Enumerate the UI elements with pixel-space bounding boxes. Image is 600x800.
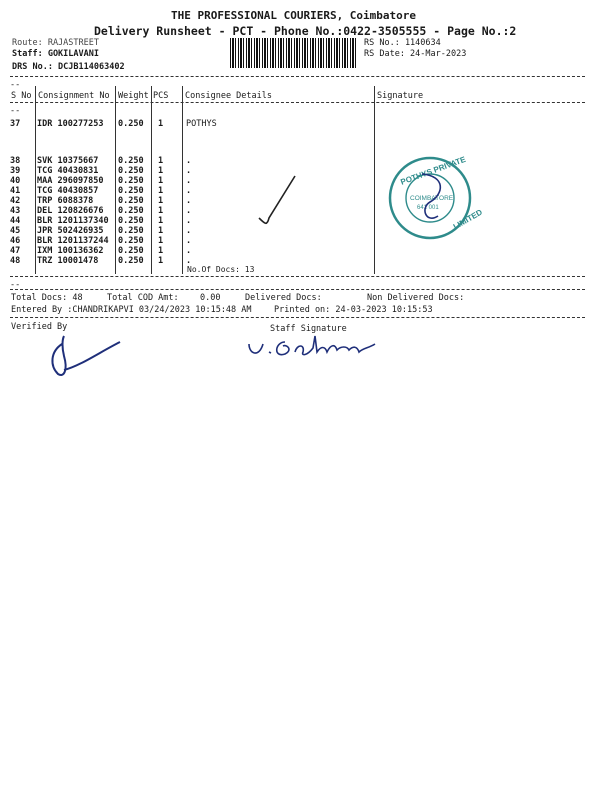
row-weight: 0.250 — [118, 186, 144, 196]
row-consignee: . — [186, 236, 192, 246]
divider — [10, 317, 585, 318]
column-line — [35, 86, 36, 274]
column-header-consignee: Consignee Details — [185, 91, 272, 101]
staff-signature-icon — [243, 330, 393, 370]
no-of-docs: No.Of Docs: 13 — [187, 265, 255, 274]
total-cod-label: Total COD Amt: — [107, 293, 179, 303]
row-consignment: SVK 10375667 — [37, 156, 99, 166]
row-pcs: 1 — [158, 226, 164, 236]
row-pcs: 1 — [158, 156, 164, 166]
row-consignment: TCG 40430831 — [37, 166, 99, 176]
row-sno: 48 — [10, 256, 21, 266]
row-consignment: TRZ 10001478 — [37, 256, 99, 266]
divider — [10, 76, 585, 77]
row-pcs: 1 — [158, 186, 164, 196]
drs-number: DRS No.: DCJB114063402 — [12, 62, 125, 72]
row-consignee: . — [186, 176, 192, 186]
row-sno: 37 — [10, 119, 21, 129]
staff-label: Staff: GOKILAVANI — [12, 49, 99, 59]
row-pcs: 1 — [158, 196, 164, 206]
row-weight: 0.250 — [118, 166, 144, 176]
column-line — [151, 86, 152, 274]
row-sno: 45 — [10, 226, 21, 236]
stamp-ring-bottom-text: LIMITED — [451, 207, 484, 232]
row-weight: 0.250 — [118, 156, 144, 166]
row-consignee: . — [186, 166, 192, 176]
row-consignee: . — [186, 246, 192, 256]
row-consignment: JPR 502426935 — [37, 226, 104, 236]
column-header-pcs: PCS — [153, 91, 169, 101]
row-pcs: 1 — [158, 176, 164, 186]
row-weight: 0.250 — [118, 226, 144, 236]
divider-marks: -- — [10, 106, 21, 116]
staff-signature-label: Staff Signature — [270, 324, 347, 334]
row-consignee: . — [186, 216, 192, 226]
printed-on: Printed on: 24-03-2023 10:15:53 — [274, 305, 433, 315]
row-pcs: 1 — [158, 236, 164, 246]
column-header-sno: S No — [11, 91, 32, 101]
row-sno: 39 — [10, 166, 21, 176]
row-weight: 0.250 — [118, 196, 144, 206]
row-pcs: 1 — [158, 119, 164, 129]
row-pcs: 1 — [158, 206, 164, 216]
column-line — [182, 86, 183, 274]
document-title: THE PROFESSIONAL COURIERS, Coimbatore — [171, 9, 417, 22]
row-sno: 47 — [10, 246, 21, 256]
row-consignment: TRP 6088378 — [37, 196, 94, 206]
row-weight: 0.250 — [118, 246, 144, 256]
row-sno: 38 — [10, 156, 21, 166]
stamp-pin-text: 641 001 — [417, 205, 439, 211]
stamp-ring-text — [399, 155, 484, 232]
company-stamp — [386, 154, 484, 244]
row-consignee: POTHYS — [186, 119, 217, 129]
column-header-weight: Weight — [118, 91, 149, 101]
divider-marks: -- — [10, 280, 21, 290]
row-weight: 0.250 — [118, 236, 144, 246]
stamp-city-text: COIMBATORE — [410, 195, 454, 202]
column-line — [374, 86, 375, 274]
stamp-ring-top-text: POTHYS PRIVATE — [399, 154, 467, 187]
row-weight: 0.250 — [118, 216, 144, 226]
tick-mark — [255, 168, 315, 228]
total-docs: Total Docs: 48 — [11, 293, 83, 303]
delivered-docs: Delivered Docs: — [245, 293, 322, 303]
rs-date: RS Date: 24-Mar-2023 — [364, 49, 467, 59]
divider — [10, 102, 585, 103]
divider-marks: -- — [10, 80, 21, 90]
total-cod-value: 0.00 — [200, 293, 221, 303]
rs-number: RS No.: 1140634 — [364, 38, 441, 48]
entered-by: Entered By :CHANDRIKAPVI 03/24/2023 10:15:48 AM — [11, 305, 252, 315]
row-consignment: BLR 1201137340 — [37, 216, 109, 226]
row-weight: 0.250 — [118, 119, 144, 129]
verified-by-signature-icon — [40, 330, 140, 380]
route-label: Route: RAJASTREET — [12, 38, 99, 48]
row-pcs: 1 — [158, 166, 164, 176]
divider — [10, 289, 585, 290]
row-consignee: . — [186, 206, 192, 216]
row-consignment: IDR 100277253 — [37, 119, 104, 129]
row-consignment: BLR 1201137244 — [37, 236, 109, 246]
row-pcs: 1 — [158, 246, 164, 256]
row-sno: 44 — [10, 216, 21, 226]
non-delivered-docs: Non Delivered Docs: — [367, 293, 465, 303]
row-consignment: MAA 296097850 — [37, 176, 104, 186]
column-line — [115, 86, 116, 274]
row-consignment: IXM 100136362 — [37, 246, 104, 256]
verified-by-label: Verified By — [11, 322, 68, 332]
row-pcs: 1 — [158, 216, 164, 226]
row-sno: 46 — [10, 236, 21, 246]
row-consignee: . — [186, 226, 192, 236]
row-sno: 42 — [10, 196, 21, 206]
row-weight: 0.250 — [118, 206, 144, 216]
column-header-consignment: Consignment No — [38, 91, 110, 101]
row-weight: 0.250 — [118, 256, 144, 266]
column-header-signature: Signature — [377, 91, 424, 101]
row-consignment: DEL 120826676 — [37, 206, 104, 216]
row-consignee: . — [186, 196, 192, 206]
barcode — [230, 38, 356, 68]
row-weight: 0.250 — [118, 176, 144, 186]
row-consignee: . — [186, 156, 192, 166]
row-sno: 41 — [10, 186, 21, 196]
row-consignee: . — [186, 256, 192, 266]
divider — [10, 276, 585, 277]
row-pcs: 1 — [158, 256, 164, 266]
row-sno: 43 — [10, 206, 21, 216]
runsheet-subtitle: Delivery Runsheet - PCT - Phone No.:0422-3505555 - Page No.:2 — [94, 24, 517, 38]
row-consignment: TCG 40430857 — [37, 186, 99, 196]
row-sno: 40 — [10, 176, 21, 186]
row-consignee: . — [186, 186, 192, 196]
